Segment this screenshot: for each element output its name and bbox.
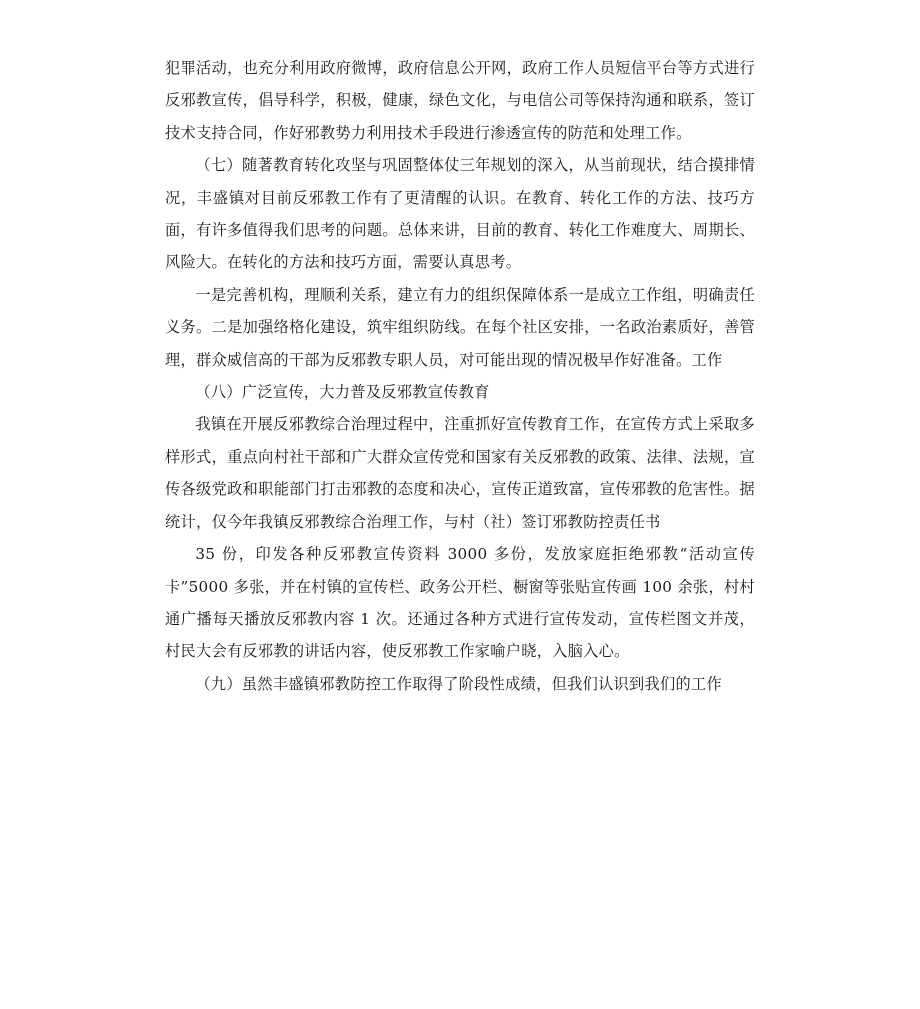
paragraph-5: 35 份，印发各种反邪教宣传资料 3000 多份，发放家庭拒绝邪教“活动宣传卡”5000 多张，并在村镇的宣传栏、政务公开栏、橱窗等张贴宣传画 100 余张，村村通广播每天播放反邪教内容 1 次。还通过各种方式进行宣传发动，宣传栏图文并茂，村民大会有反邪教的讲话内容，使反邪教工作家喻户晓，入脑入心。	[165, 545, 755, 661]
document-body	[165, 52, 755, 700]
paragraph-2: （七）随著教育转化攻坚与巩固整体仗三年规划的深入，从当前现状，结合摸排情况，丰盛镇对目前反邪教工作有了更清醒的认识。在教育、转化工作的方法、技巧方面，有许多值得我们思考的问题。总体来讲，目前的教育、转化工作难度大、周期长、风险大。在转化的方法和技巧方面，需要认真思考。	[165, 156, 755, 272]
paragraph-1: 犯罪活动，也充分利用政府微博，政府信息公开网，政府工作人员短信平台等方式进行反邪教宣传，倡导科学，积极，健康，绿色文化，与电信公司等保持沟通和联系，签订技术支持合同，作好邪教势力利用技术手段进行渗透宣传的防范和处理工作。	[165, 59, 755, 142]
paragraph-3: 一是完善机构，理顺利关系，建立有力的组织保障体系一是成立工作组，明确责任义务。二是加强络格化建设，筑牢组织防线。在每个社区安排，一名政治素质好，善管理，群众威信高的干部为反邪教专职人员，对可能出现的情况极早作好准备。工作	[165, 285, 755, 369]
paragraph-4: 我镇在开展反邪教综合治理过程中，注重抓好宣传教育工作，在宣传方式上采取多样形式，重点向村社干部和广大群众宣传党和国家有关反邪教的政策、法律、法规，宣传各级党政和职能部门打击邪教的态度和决心，宣传正道致富，宣传邪教的危害性。据统计，仅今年我镇反邪教综合治理工作，与村（社）签订邪教防控责任书	[165, 415, 755, 531]
section-heading-8: （八）广泛宣传，大力普及反邪教宣传教育	[195, 383, 490, 402]
paragraph-6: （九）虽然丰盛镇邪教防控工作取得了阶段性成绩，但我们认识到我们的工作	[195, 674, 722, 693]
